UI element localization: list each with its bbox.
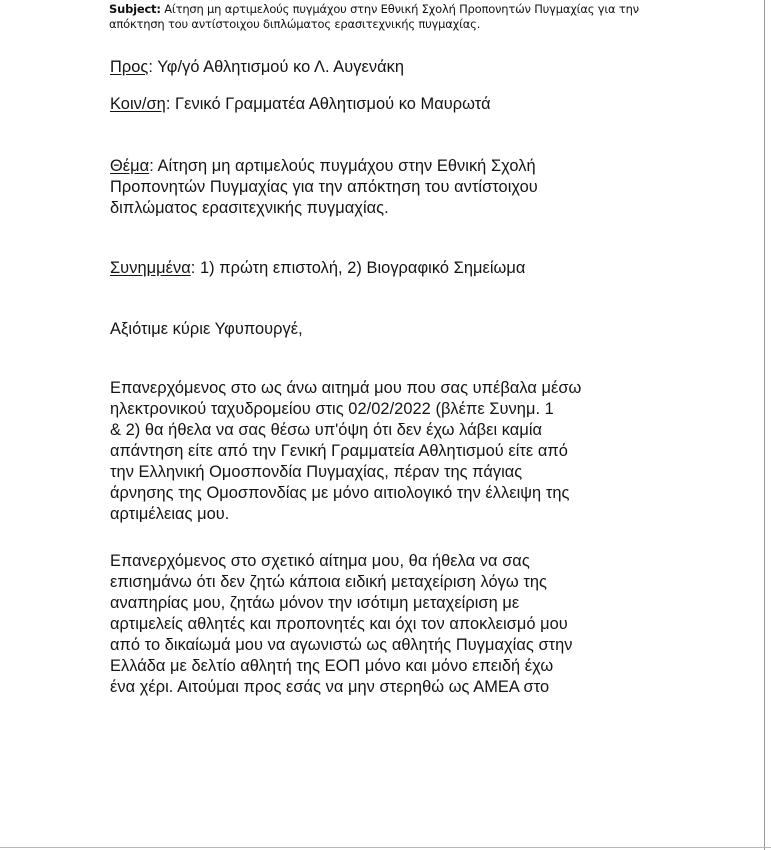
body1-line: Επανερχόμενος στο ως άνω αιτημά μου που σας υπέβαλα μέσω <box>110 379 582 397</box>
cc-label: Κοιν/ση <box>110 95 166 113</box>
body-paragraph-2 <box>110 551 670 698</box>
subject-line-1: Αίτηση μη αρτιμελούς πυγμάχου στην Εθνική Σχολή Προπονητών Πυγμαχίας για την <box>164 2 639 16</box>
theme-block <box>110 156 670 219</box>
cc-value: : Γενικό Γραμματέα Αθλητισμού κο Μαυρωτά <box>165 95 491 113</box>
page-bottom-rule <box>0 847 771 848</box>
theme-label: Θέμα <box>110 157 150 175</box>
attachments-line <box>110 258 670 279</box>
body2-line: επισημάνω ότι δεν ζητώ κάποια ειδική μεταχείριση λόγω της <box>110 573 547 591</box>
body1-line: & 2) θα ήθελα να σας θέσω υπ'όψη ότι δεν έχω λάβει καμία <box>110 421 543 439</box>
attachments-value: : 1) πρώτη επιστολή, 2) Βιογραφικό Σημείωμα <box>190 259 526 277</box>
subject-label: Subject: <box>109 2 161 16</box>
theme-line-2: Προπονητών Πυγμαχίας για την απόκτηση του αντίστοιχου <box>110 178 538 196</box>
body1-line: ηλεκτρονικού ταχυδρομείου στις 02/02/2022 (βλέπε Συνημ. 1 <box>110 400 554 418</box>
body2-line: από το δικαίωμά μου να αγωνιστώ ως αθλητής Πυγμαχίας στην <box>110 636 573 654</box>
body2-line: Επανερχόμενος στο σχετικό αίτημα μου, θα ήθελα να σας <box>110 552 530 570</box>
email-subject <box>109 2 709 32</box>
recipient-label: Προς <box>110 58 149 76</box>
greeting: Αξιότιμε κύριε Υφυπουργέ, <box>110 320 303 338</box>
recipient-line <box>110 57 670 78</box>
attachments-label: Συνημμένα <box>110 259 191 277</box>
body1-line: αρτιμέλειας μου. <box>110 505 230 523</box>
body1-line: απάντηση είτε από την Γενική Γραμματεία Αθλητισμού είτε από <box>110 442 568 460</box>
subject-line-2: απόκτηση του αντίστοιχου διπλώματος ερασιτεχνικής πυγμαχίας. <box>109 17 481 31</box>
page-edge-rule <box>764 0 765 850</box>
body1-line: άρνησης της Ομοσπονδίας με μόνο αιτιολογικό την έλλειψη της <box>110 484 570 502</box>
body2-line: Ελλάδα με δελτίο αθλητή της ΕΟΠ μόνο και μόνο επειδή έχω <box>110 657 554 675</box>
body-paragraph-1 <box>110 378 670 525</box>
body2-line: αναπηρίας μου, ζητάω μόνον την ισότιμη μεταχείριση με <box>110 594 520 612</box>
cc-line <box>110 94 670 115</box>
body1-line: την Ελληνική Ομοσπονδία Πυγμαχίας, πέραν της πάγιας <box>110 463 523 481</box>
theme-line-3: διπλώματος ερασιτεχνικής πυγμαχίας. <box>110 199 389 217</box>
body2-line: ένα χέρι. Αιτούμαι προς εσάς να μην στερηθώ ως ΑΜΕΑ στο <box>110 678 550 696</box>
body2-line: αρτιμελείς αθλητές και προπονητές και όχι τον αποκλεισμό μου <box>110 615 568 633</box>
recipient-value: : Υφ/γό Αθλητισμού κο Λ. Αυγενάκη <box>148 58 405 76</box>
theme-line-1: : Αίτηση μη αρτιμελούς πυγμάχου στην Εθνική Σχολή <box>149 157 536 175</box>
